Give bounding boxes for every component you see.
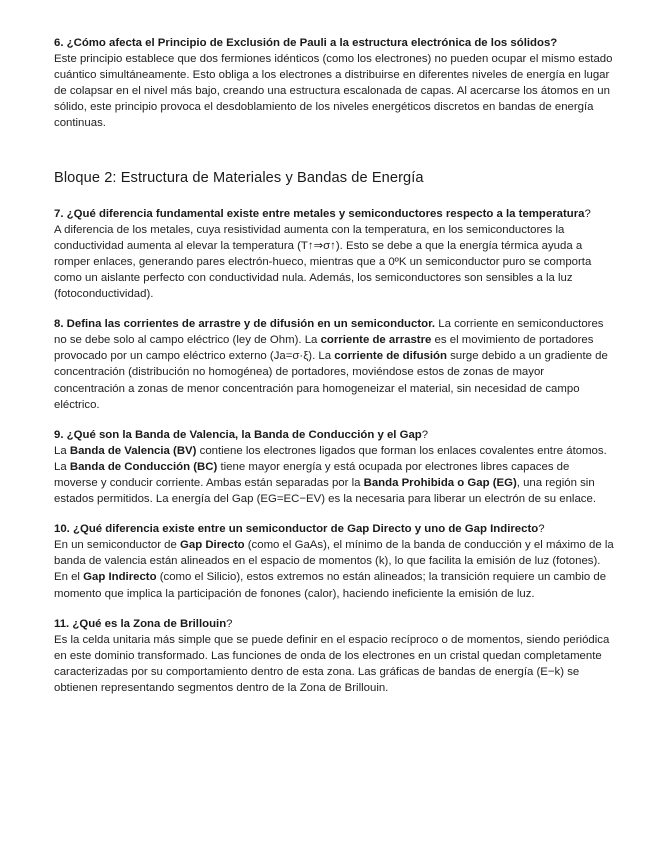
- answer-9-part-3: tiene mayor energía y está ocupada por electrones libres capaces de moverse y conducir corriente. Ambas están separadas por la: [54, 460, 570, 489]
- term-banda-prohibida: Banda Prohibida o Gap (EG): [363, 476, 517, 489]
- answer-8-part-3: surge debido a un gradiente de concentración (distribución no homogénea) de portadores, moviéndose estos de zonas de mayor concentración a zonas de menor concentración para homogeneizar el material, sin necesidad de campo eléctrico.: [54, 350, 608, 411]
- question-11-mark: ?: [226, 617, 233, 630]
- answer-9-part-2: contiene los electrones ligados que forman los enlaces covalentes entre átomos. La: [54, 444, 607, 473]
- answer-9-part-4: , una región sin estados permitidos. La energía del Gap (EG=EC−EV) es la necesaria para liberar un electrón de su enlace.: [54, 476, 596, 506]
- qa-block-10: [54, 521, 614, 601]
- qa-block-6: [54, 35, 614, 132]
- answer-8-part-1: La corriente en semiconductores no se debe solo al campo eléctrico (ley de Ohm). La: [54, 318, 604, 347]
- section-heading-bloque-2: Bloque 2: Estructura de Materiales y Bandas de Energía: [54, 169, 424, 186]
- answer-7-text: A diferencia de los metales, cuya resistividad aumenta con la temperatura, en los semiconductores la conductividad aumenta al elevar la temperatura (T↑⇒σ↑). Esto se debe a que la energía térmica ayuda a romper enlaces, generando pares electrón-hueco, mientras que a 0ºK un semiconductor puro se comporta como un aislante perfecto con conductividad nula. Además, los semiconductores son sensibles a la luz (fotoconductividad).: [54, 223, 592, 301]
- answer-11-text: Es la celda unitaria más simple que se puede definir en el espacio recíproco o de momentos, siendo periódica en este dominio transformado. Las funciones de onda de los electrones en un cristal quedan completamente caracterizadas por su comportamiento dentro de esta zona. Las gráficas de bandas de energía (E−k) se obtienen representando segmentos dentro de la Zona de Brillouin.: [54, 633, 610, 694]
- answer-9-part-1: La: [54, 444, 70, 457]
- qa-block-7: [54, 206, 614, 303]
- term-banda-valencia: Banda de Valencia (BV): [69, 444, 197, 457]
- term-corriente-arrastre: corriente de arrastre: [320, 334, 432, 347]
- answer-10-part-3: (como el Silicio), estos extremos no están alineados; la transición requiere un cambio de momento que implica la participación de fonones (calor), haciendo ineficiente la emisión de luz.: [54, 571, 607, 600]
- question-9-mark: ?: [421, 428, 429, 441]
- question-11-title: 11. ¿Qué es la Zona de Brillouin: [54, 617, 227, 630]
- term-corriente-difusion: corriente de difusión: [334, 350, 447, 363]
- question-9-title: 9. ¿Qué son la Banda de Valencia, la Banda de Conducción y el Gap: [54, 428, 422, 441]
- answer-8-part-2: es el movimiento de portadores provocado por un campo eléctrico externo (Ja=σ·ξ). La: [54, 334, 594, 363]
- question-7-title: 7. ¿Qué diferencia fundamental existe entre metales y semiconductores respecto a la temperatura: [54, 207, 585, 220]
- qa-block-11: [54, 616, 614, 696]
- question-6-title: 6. ¿Cómo afecta el Principio de Exclusión de Pauli a la estructura electrónica de los sólidos?: [54, 37, 558, 49]
- term-gap-indirecto: Gap Indirecto: [83, 571, 157, 584]
- term-gap-directo: Gap Directo: [180, 539, 245, 552]
- answer-6-text: Este principio establece que dos fermiones idénticos (como los electrones) no pueden ocupar el mismo estado cuántico simultáneamente. Esto obliga a los electrones a distribuirse en diferentes niveles de energía en lugar de colapsar en el nivel más bajo, creando una estructura escalonada de capas. Al acercarse los átomos en un sólido, este principio provoca el desdoblamiento de los niveles energéticos discretos en bandas de energía continuas.: [54, 53, 613, 130]
- term-banda-conduccion: Banda de Conducción (BC): [69, 460, 218, 473]
- qa-block-9: [54, 427, 614, 507]
- question-7-mark: ?: [584, 207, 591, 220]
- answer-10-part-1: En un semiconductor de: [54, 539, 181, 552]
- answer-10-part-2: (como el GaAs), el mínimo de la banda de conducción y el máximo de la banda de valencia están alineados en el espacio de momentos (k), lo que facilita la emisión de luz (fotones). En el: [54, 539, 614, 584]
- question-10-title: 10. ¿Qué diferencia existe entre un semiconductor de Gap Directo y uno de Gap Indirecto: [54, 523, 539, 536]
- qa-block-8: [54, 316, 614, 413]
- document-page: [54, 35, 614, 696]
- question-10-mark: ?: [538, 523, 545, 536]
- question-8-title: 8. Defina las corrientes de arrastre y de difusión en un semiconductor.: [54, 318, 436, 331]
